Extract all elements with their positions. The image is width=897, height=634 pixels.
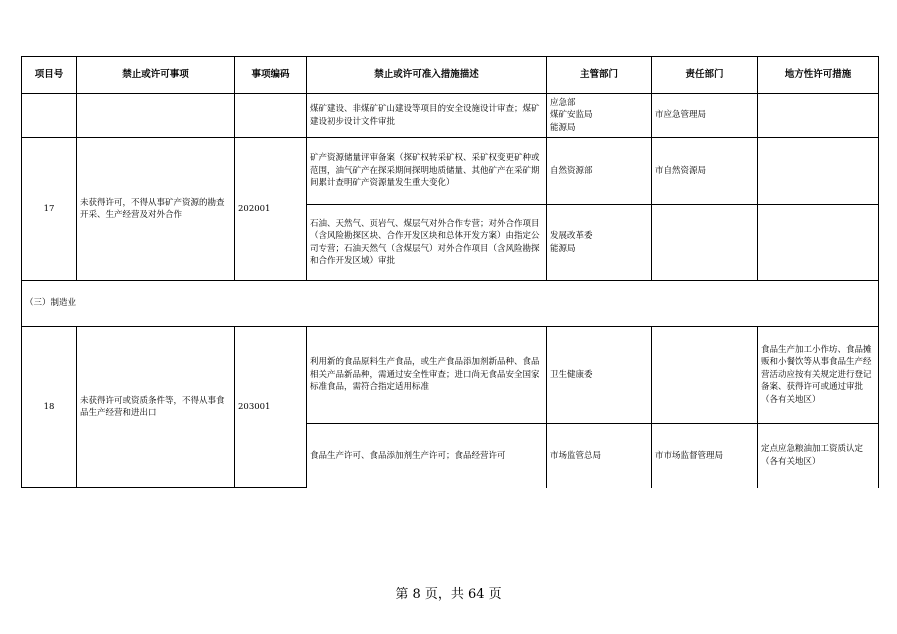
- local-measure-cell: [758, 94, 879, 138]
- local-measure-cell: 定点应急粮油加工资质认定（各有关地区）: [758, 424, 879, 488]
- section-row: [22, 281, 879, 327]
- local-measure-cell: [758, 138, 879, 205]
- table-cell: [22, 94, 77, 138]
- table-row: [22, 138, 879, 205]
- header-resp-dept: 责任部门: [652, 57, 758, 94]
- header-measure-desc: 禁止或许可准入措施描述: [307, 57, 547, 94]
- measure-desc: 煤矿建设、非煤矿矿山建设等项目的安全设施设计审查；煤矿建设初步设计文件审批: [307, 94, 547, 138]
- measure-desc: 矿产资源储量评审备案（探矿权转采矿权、采矿权变更矿种或范围，油气矿产在探采期间探明地质储量、其他矿产在采矿期间累计查明矿产资源量发生重大变化）: [307, 138, 547, 205]
- measure-desc: 利用新的食品原料生产食品，或生产食品添加剂新品种、食品相关产品新品种，需通过安全性审查；进口尚无食品安全国家标准食品，需符合指定适用标准: [307, 327, 547, 424]
- header-code: 事项编码: [235, 57, 307, 94]
- table-cell: [77, 94, 235, 138]
- dept-cell: 自然资源部: [547, 138, 652, 205]
- item-number: 17: [22, 138, 77, 281]
- matter-cell: 未获得许可或资质条件等，不得从事食品生产经营和进出口: [77, 327, 235, 488]
- item-code: 203001: [235, 327, 307, 488]
- resp-dept-cell: [652, 205, 758, 281]
- header-local-measure: 地方性许可措施: [758, 57, 879, 94]
- resp-dept-cell: 市自然资源局: [652, 138, 758, 205]
- header-matter: 禁止或许可事项: [77, 57, 235, 94]
- measure-desc: 食品生产许可、食品添加剂生产许可；食品经营许可: [307, 424, 547, 488]
- table-row: [22, 327, 879, 424]
- header-dept: 主管部门: [547, 57, 652, 94]
- page-number: 第 8 页，共 64 页: [395, 587, 502, 602]
- table-cell: [235, 94, 307, 138]
- resp-dept-cell: [652, 327, 758, 424]
- item-code: 202001: [235, 138, 307, 281]
- matter-cell: 未获得许可，不得从事矿产资源的勘查开采、生产经营及对外合作: [77, 138, 235, 281]
- item-number: 18: [22, 327, 77, 488]
- table-row: [22, 94, 879, 138]
- dept-cell: 应急部 煤矿安监局 能源局: [547, 94, 652, 138]
- dept-cell: 发展改革委 能源局: [547, 205, 652, 281]
- resp-dept-cell: 市市场监督管理局: [652, 424, 758, 488]
- dept-cell: 卫生健康委: [547, 327, 652, 424]
- measure-desc: 石油、天然气、页岩气、煤层气对外合作专营；对外合作项目（含风险勘探区块、合作开发区块和总体开发方案）由指定公司专营；石油天然气（含煤层气）对外合作项目（含风险勘探和合作开发区域）审批: [307, 205, 547, 281]
- resp-dept-cell: 市应急管理局: [652, 94, 758, 138]
- local-measure-cell: 食品生产加工小作坊、食品摊贩和小餐饮等从事食品生产经营活动应按有关规定进行登记备案、获得许可或通过审批（各有关地区）: [758, 327, 879, 424]
- dept-cell: 市场监管总局: [547, 424, 652, 488]
- header-item-no: 项目号: [22, 57, 77, 94]
- permit-table: [21, 56, 879, 488]
- local-measure-cell: [758, 205, 879, 281]
- section-title: （三）制造业: [22, 281, 879, 327]
